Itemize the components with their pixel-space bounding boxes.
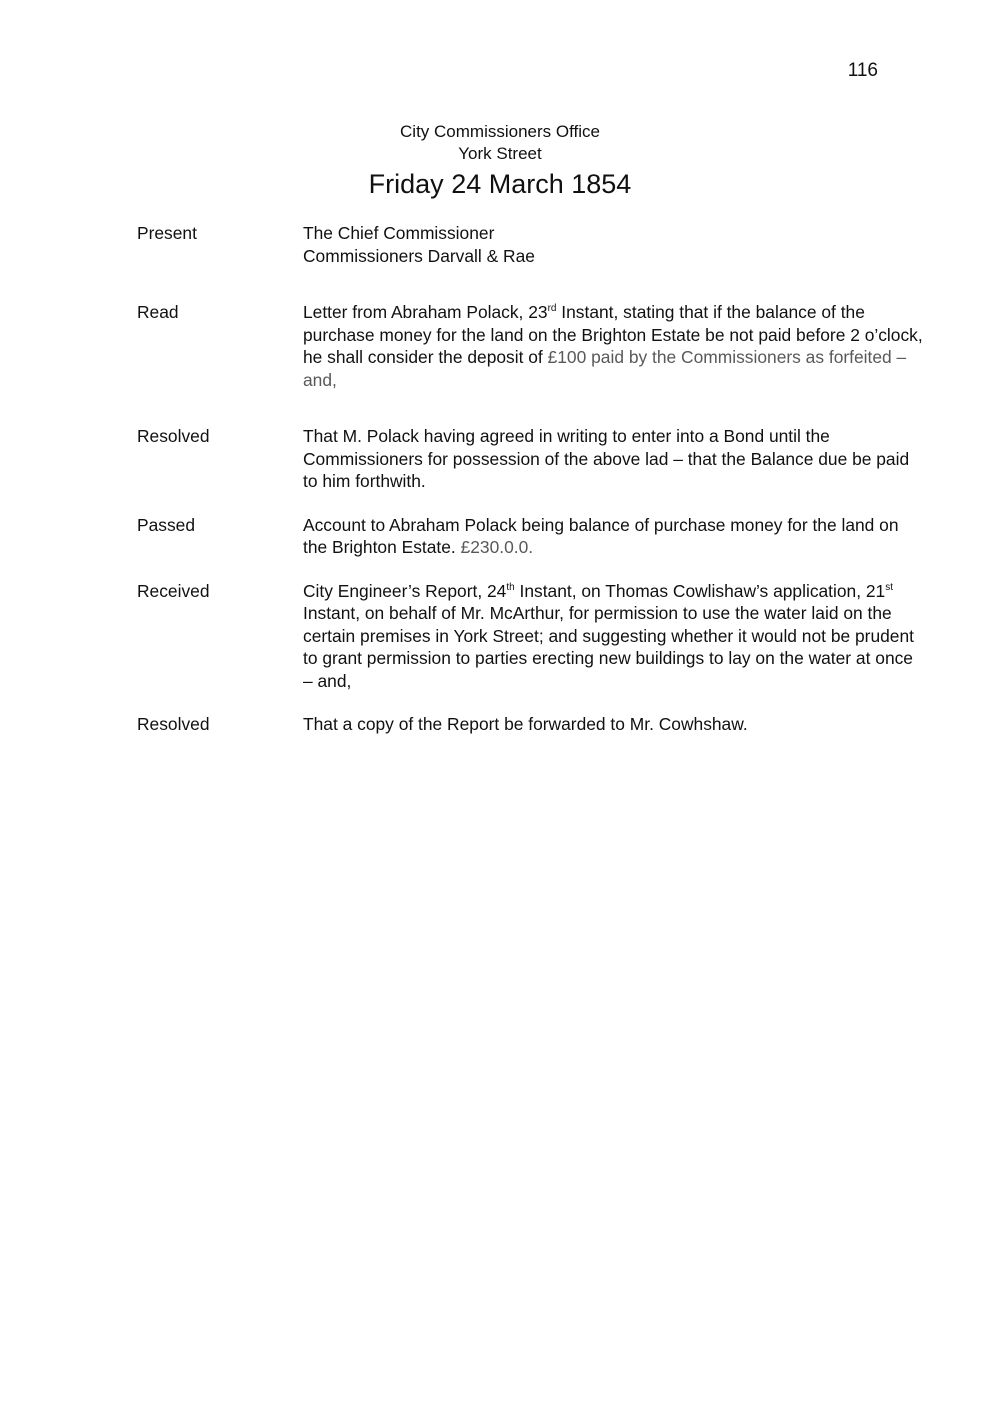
entry-received — [137, 580, 937, 693]
entry-label: Resolved — [137, 714, 210, 734]
entry-body — [303, 580, 923, 693]
ordinal-suffix: st — [885, 581, 894, 593]
entry-body — [303, 514, 923, 559]
meeting-date: Friday 24 March 1854 — [368, 169, 632, 199]
entry-text-part: City Engineer’s Report, 24 — [303, 580, 507, 601]
entry-label: Received — [137, 580, 210, 601]
entry-present — [137, 222, 937, 267]
minutes-header — [0, 121, 1000, 201]
entry-passed — [137, 514, 937, 559]
page-number: 116 — [847, 60, 878, 81]
entry-body — [303, 301, 923, 391]
entry-text-part: Instant, on behalf of Mr. McArthur, for permission to use the water laid on the certain premises in York Street; and suggesting whether it would not be prudent to grant permission to parties erecting new buildings to lay on the water at once – and, — [303, 603, 914, 691]
entry-body — [303, 713, 923, 736]
attendee-line: Commissioners Darvall & Rae — [303, 245, 535, 266]
entry-resolved — [137, 425, 937, 493]
entry-label: Present — [137, 223, 197, 243]
entry-text — [303, 301, 923, 391]
office-name: City Commissioners Office — [400, 122, 600, 141]
entry-label: Resolved — [137, 426, 210, 446]
entry-text-grey: £100 paid by the Commissioners as forfeited – and, — [303, 347, 907, 390]
entry-text: That a copy of the Report be forwarded to Mr. Cowhshaw. — [303, 714, 748, 734]
entry-resolved — [137, 713, 937, 736]
entry-text: That M. Polack having agreed in writing to enter into a Bond until the Commissioners for possession of the above lad – that the Balance due be paid to him forthwith. — [303, 426, 910, 491]
minutes-entries — [137, 222, 937, 736]
ordinal-suffix: rd — [547, 303, 557, 315]
entry-read — [137, 301, 937, 391]
entry-amount: £230.0.0. — [460, 537, 534, 557]
entry-text-part: Instant, on Thomas Cowlishaw’s application, 21 — [514, 580, 886, 601]
entry-label: Read — [137, 302, 179, 322]
entry-text-part: Account to Abraham Polack being balance of purchase money for the land on the Brighton Estate. — [303, 514, 899, 557]
entry-body — [303, 222, 923, 267]
ordinal-suffix: th — [506, 581, 515, 593]
entry-body — [303, 425, 923, 493]
entry-text — [303, 580, 923, 693]
entry-label: Passed — [137, 514, 196, 535]
office-street: York Street — [458, 144, 542, 163]
entry-text — [303, 514, 923, 559]
attendee-line: The Chief Commissioner — [303, 223, 495, 243]
entry-text-part: Instant, stating that if the balance of the purchase money for the land on the Brighton Estate be not paid before 2 o’clock, he shall consider the deposit of — [303, 302, 923, 367]
entry-text-part: Letter from Abraham Polack, 23 — [303, 302, 548, 322]
